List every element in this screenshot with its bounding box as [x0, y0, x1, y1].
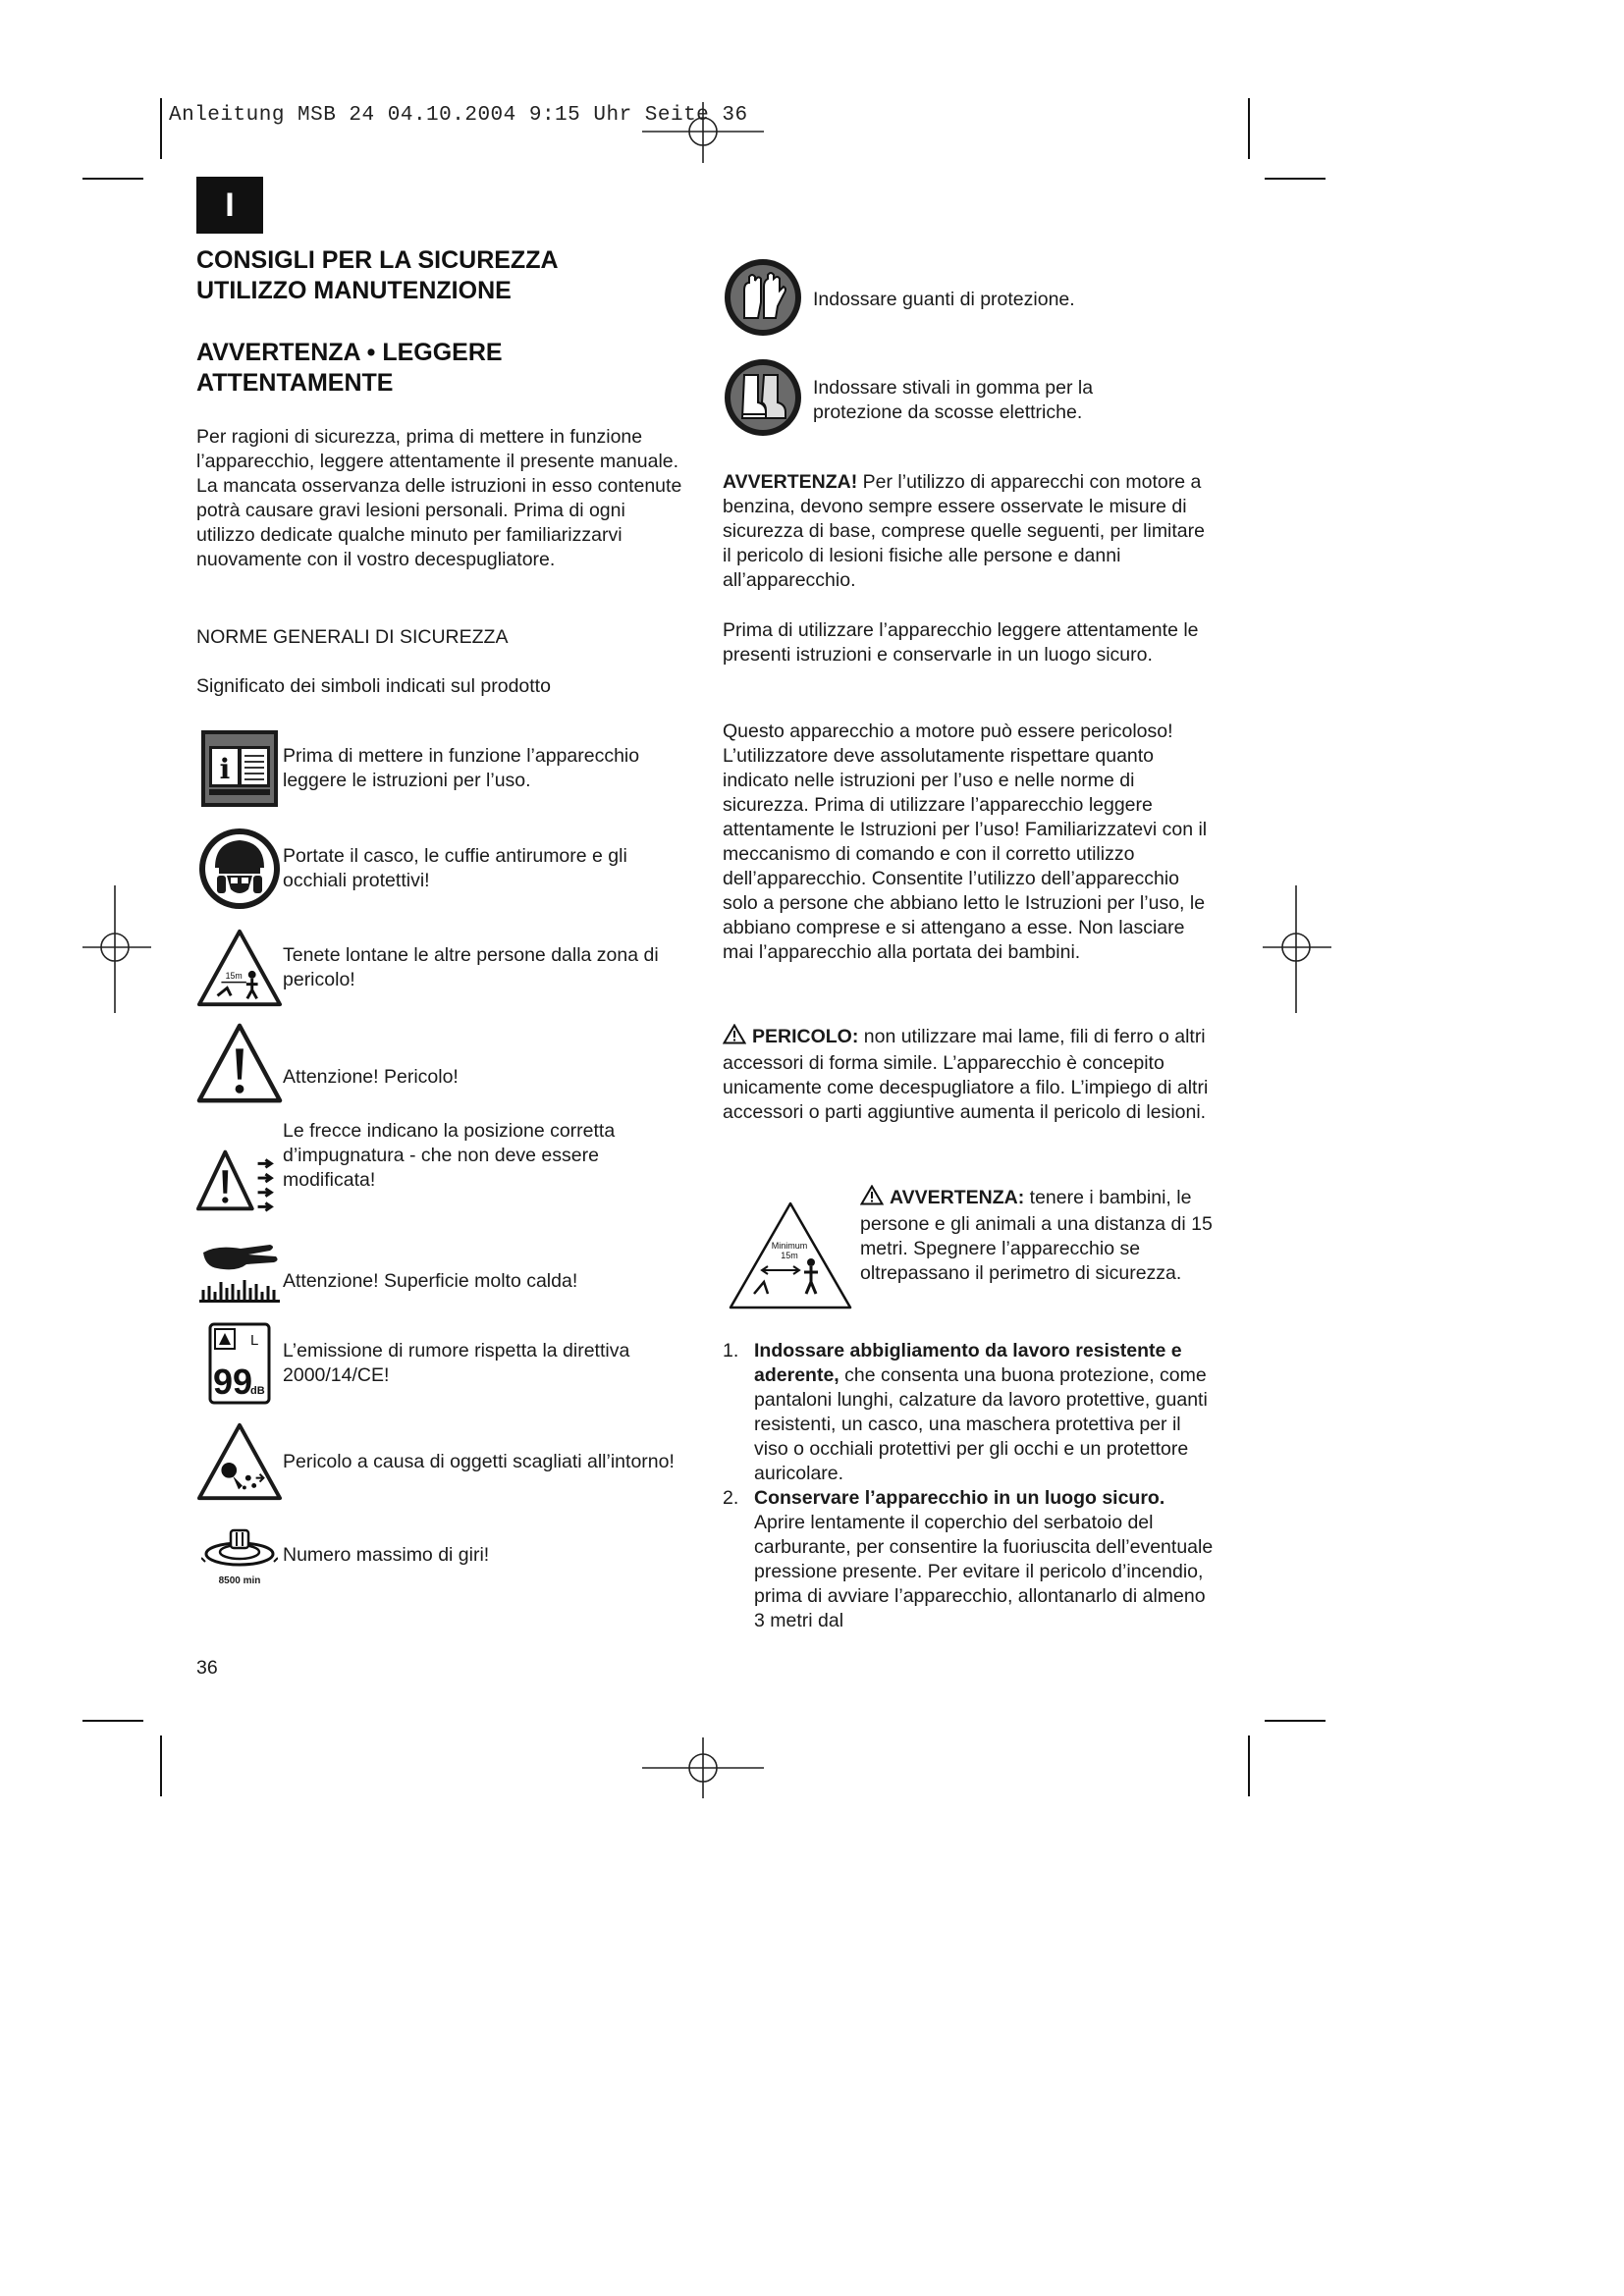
- list-item-text: Aprire lentamente il coperchio del serbatoio del carburante, per consentire la fuoriuscita dell’eventuale pressione presente. Per evitare il pericolo d’incendio, prima di avviare l’apparecchio, allontanarlo di almeno 3 metri dal: [754, 1512, 1214, 1631]
- gloves-text: Indossare guanti di protezione.: [813, 289, 1075, 310]
- symbol-text: Pericolo a causa di oggetti scagliati all’intorno!: [283, 1450, 675, 1472]
- print-header: Anleitung MSB 24 04.10.2004 9:15 Uhr Seite 36: [169, 104, 748, 127]
- thrown-objects-icon: [196, 1421, 283, 1502]
- boots-text: Indossare stivali in gomma per la protezione da scosse elettriche.: [813, 376, 1094, 423]
- symbols-heading: Significato dei simboli indicati sul prodotto: [196, 675, 551, 697]
- noise-label-icon: [196, 1321, 283, 1406]
- distance-icon-label-1: Minimum: [771, 1241, 808, 1251]
- section-subtitle: AVVERTENZA • LEGGERE ATTENTAMENTE: [196, 339, 503, 397]
- warning-icon: [196, 1021, 283, 1105]
- distance-icon-label-2: 15m: [781, 1251, 798, 1260]
- list-item-number: 2.: [723, 1487, 739, 1509]
- intro-paragraph: Per ragioni di sicurezza, prima di mettere in funzione l’apparecchio, leggere attentamente il presente manuale. La mancata osservanza delle istruzioni in esso contenute potrà causare gravi lesioni personali. Prima di ogni utilizzo dedicate qualche minuto per familiarizzarvi nuovamente con il vostro decespugliatore.: [196, 426, 682, 570]
- crop-mark: [82, 178, 143, 180]
- paragraph-2: Prima di utilizzare l’apparecchio leggere attentamente le presenti istruzioni e conservarle in un luogo sicuro.: [723, 619, 1199, 666]
- manual-icon: [196, 728, 283, 809]
- registration-mark-bottom: [642, 1737, 764, 1798]
- crop-mark: [82, 1720, 143, 1722]
- helmet-icon: [196, 827, 283, 911]
- registration-mark-left: [82, 885, 151, 1013]
- symbol-row: [196, 1239, 676, 1304]
- hot-surface-icon: [196, 1239, 283, 1304]
- distance-warning-icon: [196, 928, 283, 1008]
- symbol-text: Attenzione! Pericolo!: [283, 1065, 459, 1088]
- warning-label: AVVERTENZA!: [723, 471, 858, 493]
- arrows-warning-icon: [196, 1148, 283, 1213]
- gloves-icon: [723, 257, 813, 343]
- symbol-row: [196, 1524, 676, 1586]
- symbol-text: Tenete lontane le altre persone dalla zona di pericolo!: [283, 944, 659, 990]
- registration-mark-right: [1263, 885, 1331, 1013]
- list-item-number: 1.: [723, 1340, 739, 1362]
- warning-label-2: AVVERTENZA:: [890, 1187, 1025, 1208]
- boots-icon: [723, 357, 813, 443]
- crop-mark: [1248, 98, 1250, 159]
- noise-icon-unit: dB: [250, 1385, 265, 1397]
- symbol-text: Portate il casco, le cuffie antirumore e gli occhiali protettivi!: [283, 845, 627, 891]
- svg-text:i: i: [219, 753, 231, 785]
- symbol-row: [196, 728, 676, 809]
- warning-small-icon: [860, 1185, 884, 1212]
- rpm-icon-label: 8500 min: [218, 1575, 261, 1586]
- symbol-text: Prima di mettere in funzione l’apparecchio leggere le istruzioni per l’uso.: [283, 745, 640, 791]
- max-rpm-icon: [196, 1524, 283, 1586]
- warning-paragraph-2: AVVERTENZA: tenere i bambini, le persone e gli animali a una distanza di 15 metri. Spegnere l’apparecchio se oltrepassano il perimetro di sicurezza.: [860, 1187, 1213, 1284]
- symbol-row: [196, 1321, 676, 1406]
- page-number: 36: [196, 1657, 218, 1679]
- warning-small-icon: [723, 1024, 746, 1051]
- symbol-text: Le frecce indicano la posizione corretta d’impugnatura - che non deve essere modificata!: [283, 1120, 616, 1191]
- symbol-row: [196, 1421, 676, 1502]
- list-item-text: che consenta una buona protezione, come pantaloni lunghi, calzature da lavoro protettive, guanti resistenti, un casco, una maschera protettiva per il viso o occhiali protettivi per gli occhi e un protettore auricolare.: [754, 1364, 1208, 1484]
- crop-mark: [1265, 178, 1326, 180]
- symbol-text: L’emissione di rumore rispetta la direttiva 2000/14/CE!: [283, 1340, 630, 1386]
- list-item: [723, 1486, 1214, 1633]
- list-item-bold: Conservare l’apparecchio in un luogo sicuro.: [754, 1487, 1165, 1509]
- symbol-text: Attenzione! Superficie molto calda!: [283, 1269, 578, 1292]
- registration-mark-top: [642, 102, 764, 163]
- section-title: CONSIGLI PER LA SICUREZZA UTILIZZO MANUTENZIONE: [196, 246, 558, 304]
- symbol-row: [196, 928, 676, 1008]
- symbol-row: [196, 1119, 676, 1213]
- danger-label: PERICOLO:: [752, 1026, 859, 1047]
- boots-row: [723, 357, 1176, 443]
- crop-mark: [1248, 1735, 1250, 1796]
- crop-mark: [160, 1735, 162, 1796]
- crop-mark: [160, 98, 162, 159]
- language-tab: I: [196, 177, 263, 234]
- general-rules-heading: NORME GENERALI DI SICUREZZA: [196, 626, 509, 648]
- list-item-bold: Indossare abbigliamento da lavoro resistente e aderente,: [754, 1340, 1182, 1386]
- distance-15m-icon: [727, 1200, 854, 1316]
- symbol-row: [196, 1021, 676, 1105]
- gloves-row: [723, 257, 1176, 343]
- distance-icon-label: 15m: [225, 970, 243, 981]
- crop-mark: [1265, 1720, 1326, 1722]
- paragraph-3: Questo apparecchio a motore può essere pericoloso! L’utilizzatore deve assolutamente rispettare quanto indicato nelle istruzioni per l’uso e nelle norme di sicurezza. Prima di utilizzare l’apparecchio leggere attentamente le Istruzioni per l’uso! Familiarizzatevi con il meccanismo di comando e con il corretto utilizzo dell’apparecchio. Consentite l’utilizzo dell’apparecchio solo a persone che abbiano letto le Istruzioni per l’uso, le abbiano comprese e si attengano a esse. Non lasciare mai l’apparecchio alla portata dei bambini.: [723, 721, 1208, 963]
- danger-paragraph: PERICOLO: non utilizzare mai lame, fili di ferro o altri accessori di forma simile. L’apparecchio è concepito unicamente come decespugliatore a filo. L’impiego di altri accessori o parti aggiuntive aumenta il pericolo di lesioni.: [723, 1026, 1209, 1123]
- symbol-row: [196, 827, 676, 911]
- noise-icon-value: 99: [213, 1362, 253, 1402]
- noise-icon-letter: L: [250, 1332, 259, 1349]
- symbol-text: Numero massimo di giri!: [283, 1544, 490, 1566]
- safety-list: [723, 1339, 1214, 1633]
- list-item: [723, 1339, 1214, 1486]
- warning-paragraph-1: AVVERTENZA! Per l’utilizzo di apparecchi con motore a benzina, devono sempre essere osservate le misure di sicurezza di base, comprese quelle seguenti, per limitare il pericolo di lesioni fisiche alle persone e danni all’apparecchio.: [723, 471, 1205, 591]
